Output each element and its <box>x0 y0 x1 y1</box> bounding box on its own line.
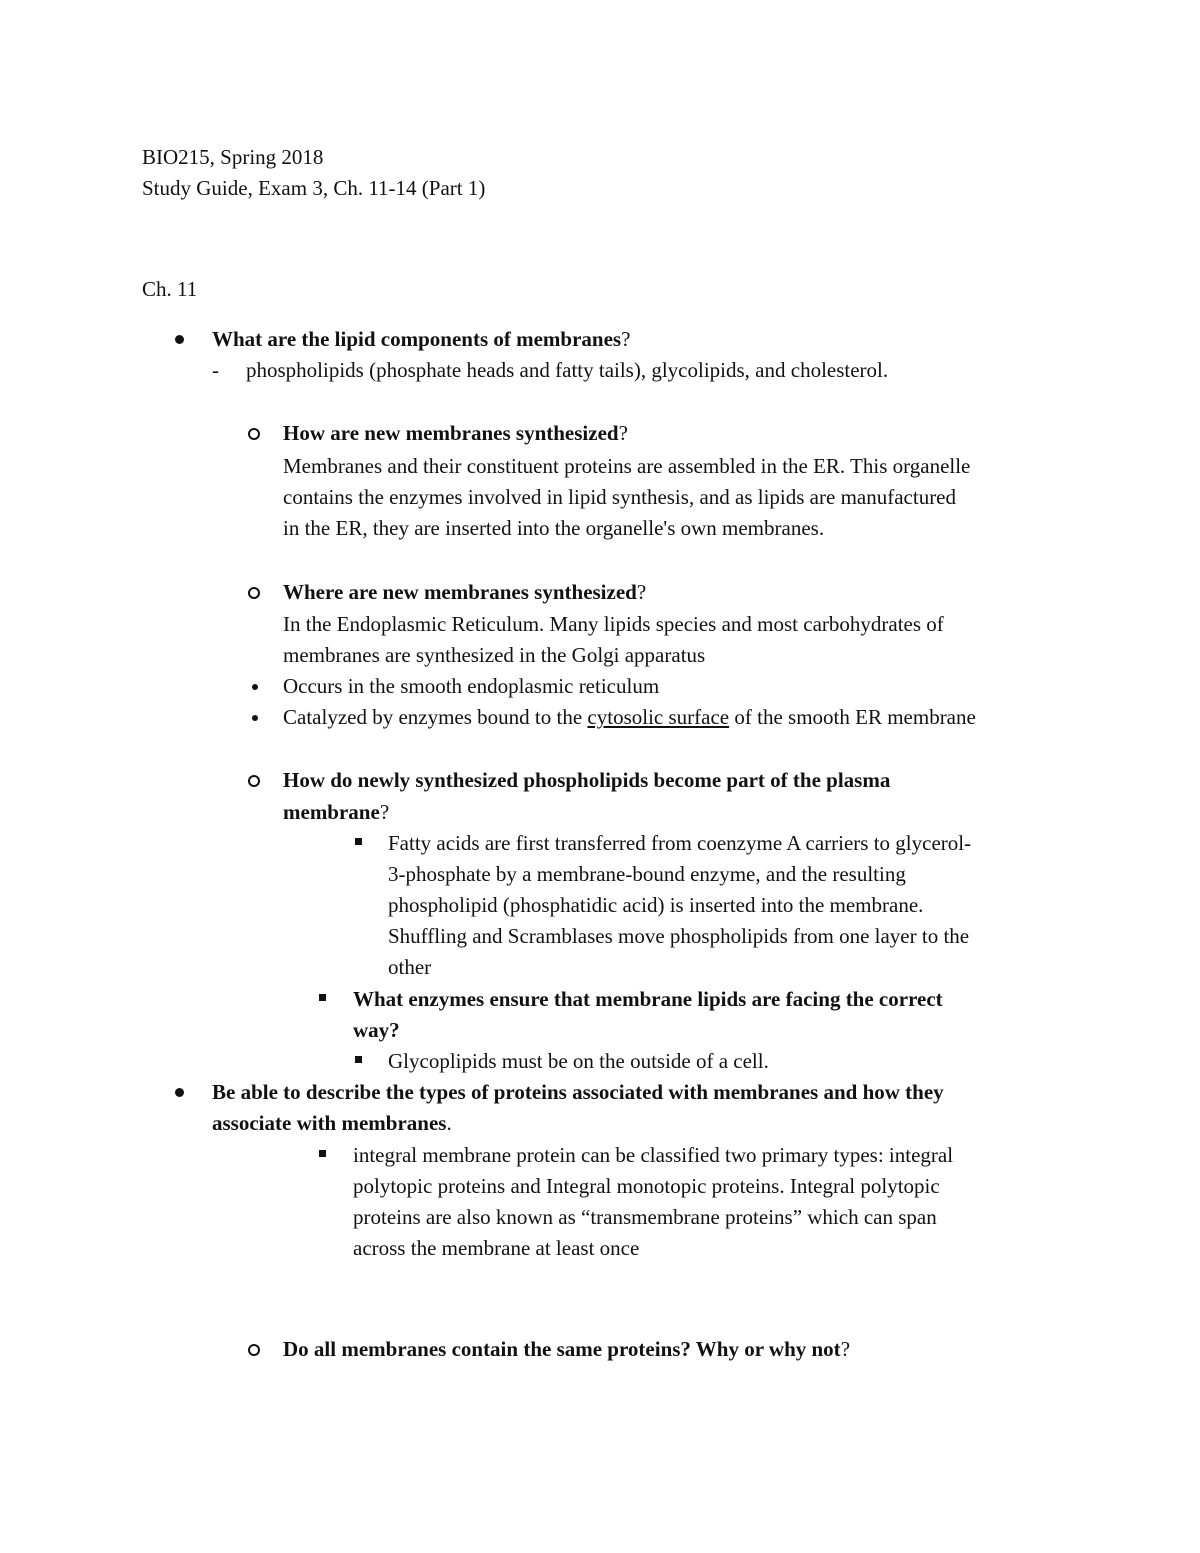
answer-line: in the ER, they are inserted into the organelle's own membranes. <box>283 516 825 540</box>
bullet-circle-icon <box>248 1344 260 1356</box>
answer-line: Fatty acids are first transferred from coenzyme A carriers to glycerol- <box>388 831 972 855</box>
dash-marker: - <box>212 358 219 382</box>
answer-line: phospholipid (phosphatidic acid) is inserted into the membrane. <box>388 893 924 917</box>
answer-line: Shuffling and Scramblases move phospholipids from one layer to the <box>388 924 970 948</box>
answer-line: integral membrane protein can be classified two primary types: integral <box>353 1143 954 1167</box>
answer-lipid-components: phospholipids (phosphate heads and fatty tails), glycolipids, and cholesterol. <box>246 358 889 382</box>
question-protein-types: Be able to describe the types of proteins associated with membranes and how they <box>212 1080 944 1104</box>
bullet-circle-icon <box>248 775 260 787</box>
bullet-cytosolic-surface: Catalyzed by enzymes bound to the cytosolic surface of the smooth ER membrane <box>283 705 976 729</box>
bullet-square-icon <box>319 994 326 1001</box>
bullet-square-icon <box>355 1056 362 1063</box>
answer-line: Membranes and their constituent proteins are assembled in the ER. This organelle <box>283 454 971 478</box>
question-protein-types-cont: associate with membranes. <box>212 1111 452 1135</box>
course-title: BIO215, Spring 2018 <box>142 145 324 169</box>
answer-line: proteins are also known as “transmembrane proteins” which can span <box>353 1205 937 1229</box>
bullet-square-icon <box>319 1150 326 1157</box>
question-how-synthesized: How are new membranes synthesized? <box>283 421 628 445</box>
answer-line: In the Endoplasmic Reticulum. Many lipids species and most carbohydrates of <box>283 612 944 636</box>
question-lipid-components: What are the lipid components of membranes? <box>212 327 631 351</box>
bullet-small-icon <box>252 684 258 690</box>
bullet-circle-icon <box>248 587 260 599</box>
answer-line: other <box>388 955 432 979</box>
answer-line: 3-phosphate by a membrane-bound enzyme, and the resulting <box>388 862 906 886</box>
bullet-disc-icon <box>175 335 184 344</box>
sub-answer-glycolipids: Glycoplipids must be on the outside of a cell. <box>388 1049 769 1073</box>
question-where-synthesized: Where are new membranes synthesized? <box>283 580 647 604</box>
bullet-small-icon <box>252 715 258 721</box>
answer-line: polytopic proteins and Integral monotopic proteins. Integral polytopic <box>353 1174 940 1198</box>
chapter-heading: Ch. 11 <box>142 277 198 301</box>
bullet-smooth-er: Occurs in the smooth endoplasmic reticulum <box>283 674 660 698</box>
bullet-circle-icon <box>248 428 260 440</box>
question-same-proteins: Do all membranes contain the same proteins? Why or why not? <box>283 1337 851 1361</box>
answer-line: membranes are synthesized in the Golgi apparatus <box>283 643 706 667</box>
question-plasma-membrane: How do newly synthesized phospholipids become part of the plasma <box>283 768 891 792</box>
sub-question-enzymes: What enzymes ensure that membrane lipids are facing the correct <box>353 987 943 1011</box>
answer-line: contains the enzymes involved in lipid synthesis, and as lipids are manufactured <box>283 485 957 509</box>
sub-question-enzymes-cont: way? <box>353 1018 400 1042</box>
bullet-square-icon <box>355 838 362 845</box>
bullet-disc-icon <box>175 1088 184 1097</box>
answer-line: across the membrane at least once <box>353 1236 640 1260</box>
guide-title: Study Guide, Exam 3, Ch. 11-14 (Part 1) <box>142 176 486 200</box>
question-plasma-membrane-cont: membrane? <box>283 800 390 824</box>
